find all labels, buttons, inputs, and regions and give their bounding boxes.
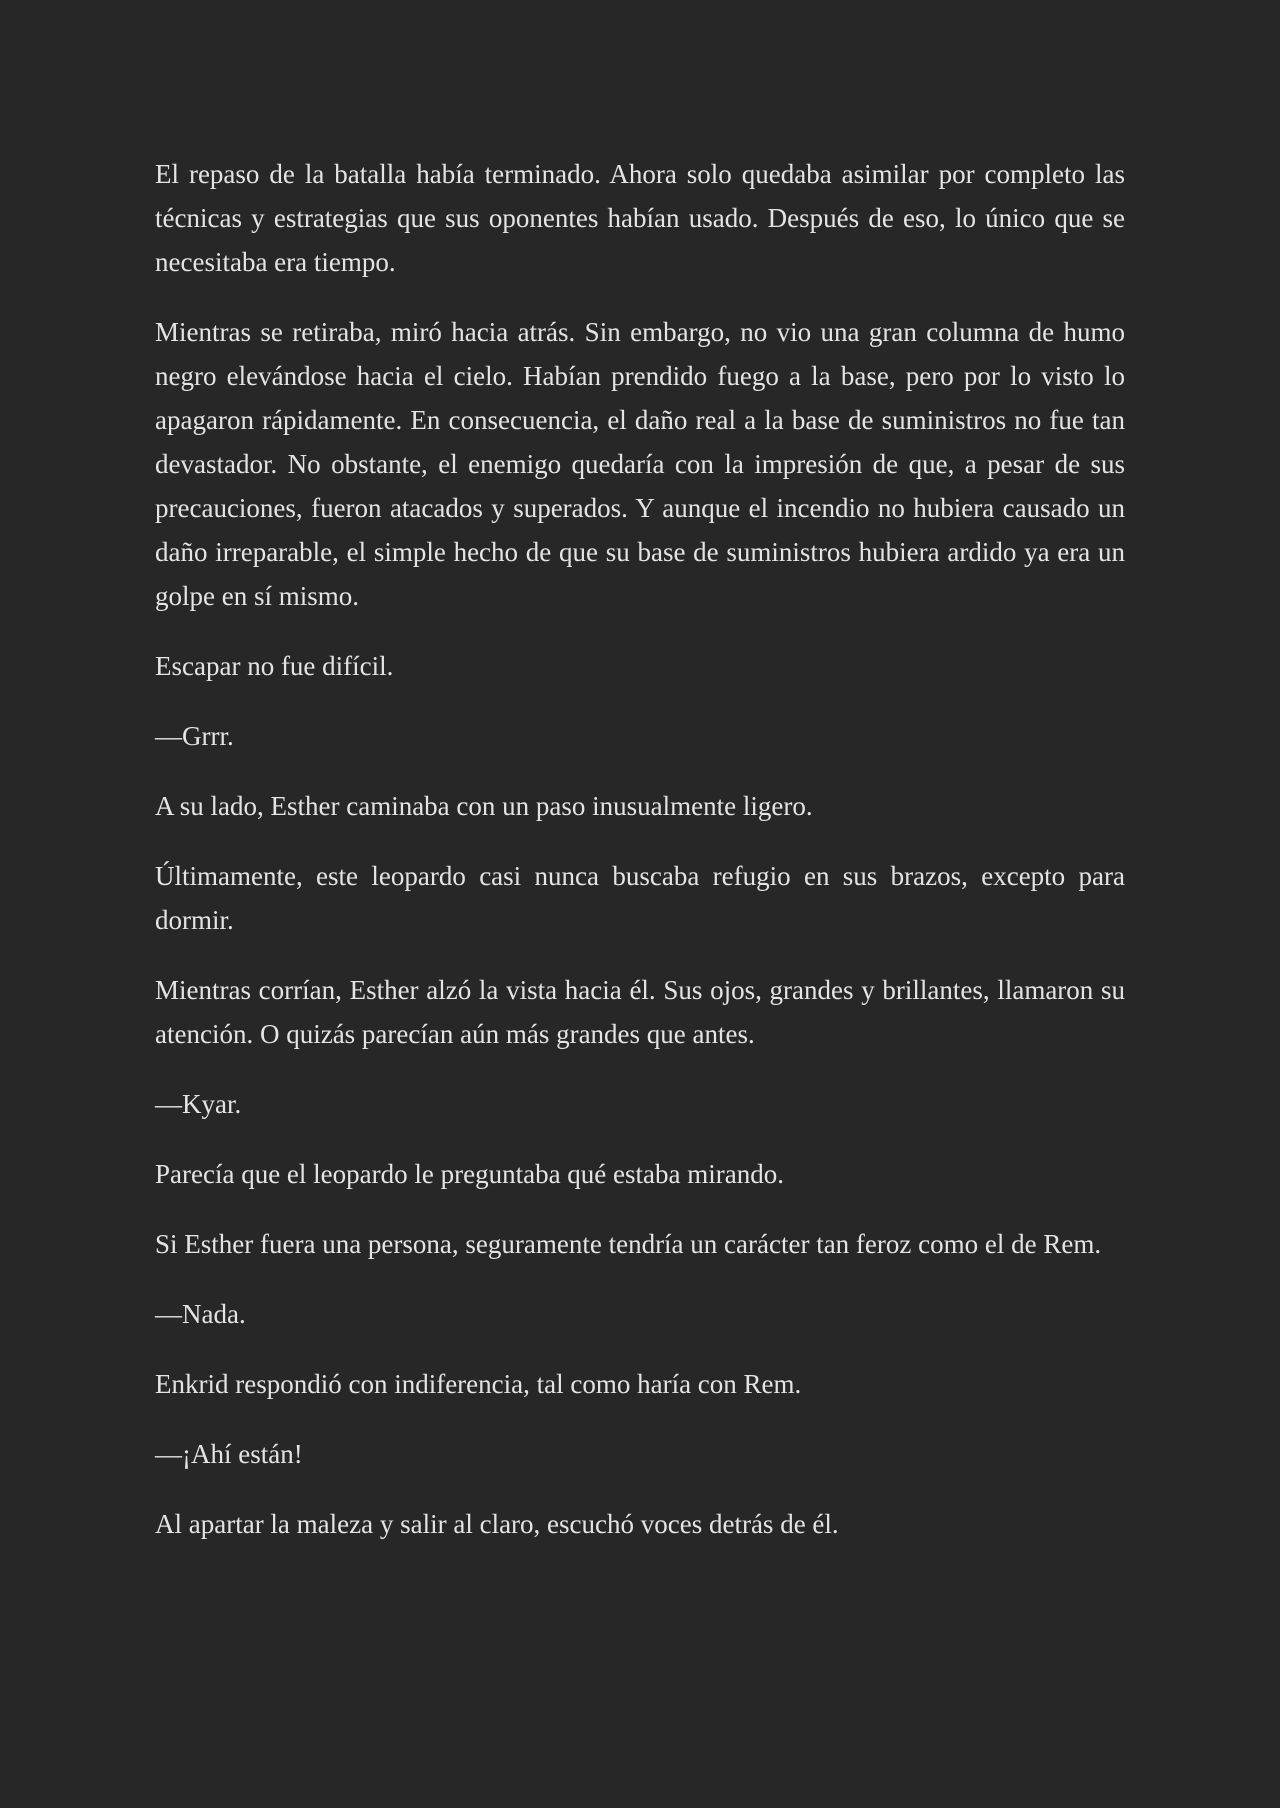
paragraph: A su lado, Esther caminaba con un paso inusualmente ligero. bbox=[155, 791, 813, 821]
paragraph: Mientras corrían, Esther alzó la vista hacia él. Sus ojos, grandes y brillantes, llamaron su atención. O quizás parecían aún más grandes que antes. bbox=[155, 975, 1125, 1049]
paragraph: —Grrr. bbox=[155, 721, 234, 751]
paragraph: Parecía que el leopardo le preguntaba qué estaba mirando. bbox=[155, 1159, 784, 1189]
paragraph: —Nada. bbox=[155, 1299, 246, 1329]
paragraph: El repaso de la batalla había terminado. Ahora solo quedaba asimilar por completo las técnicas y estrategias que sus oponentes habían usado. Después de eso, lo único que se necesitaba era tiempo. bbox=[155, 159, 1125, 277]
paragraph: Si Esther fuera una persona, seguramente tendría un carácter tan feroz como el de Rem. bbox=[155, 1229, 1102, 1259]
paragraph: Escapar no fue difícil. bbox=[155, 651, 394, 681]
paragraph: Enkrid respondió con indiferencia, tal como haría con Rem. bbox=[155, 1369, 802, 1399]
paragraph: Mientras se retiraba, miró hacia atrás. Sin embargo, no vio una gran columna de humo negro elevándose hacia el cielo. Habían prendido fuego a la base, pero por lo visto lo apagaron rápidamente. En consecuencia, el daño real a la base de suministros no fue tan devastador. No obstante, el enemigo quedaría con la impresión de que, a pesar de sus precauciones, fueron atacados y superados. Y aunque el incendio no hubiera causado un daño irreparable, el simple hecho de que su base de suministros hubiera ardido ya era un golpe en sí mismo. bbox=[155, 317, 1125, 611]
paragraph: Al apartar la maleza y salir al claro, escuchó voces detrás de él. bbox=[155, 1509, 839, 1539]
paragraph: —Kyar. bbox=[155, 1089, 242, 1119]
paragraph: —¡Ahí están! bbox=[155, 1439, 303, 1469]
paragraph: Últimamente, este leopardo casi nunca buscaba refugio en sus brazos, excepto para dormir. bbox=[155, 861, 1125, 935]
